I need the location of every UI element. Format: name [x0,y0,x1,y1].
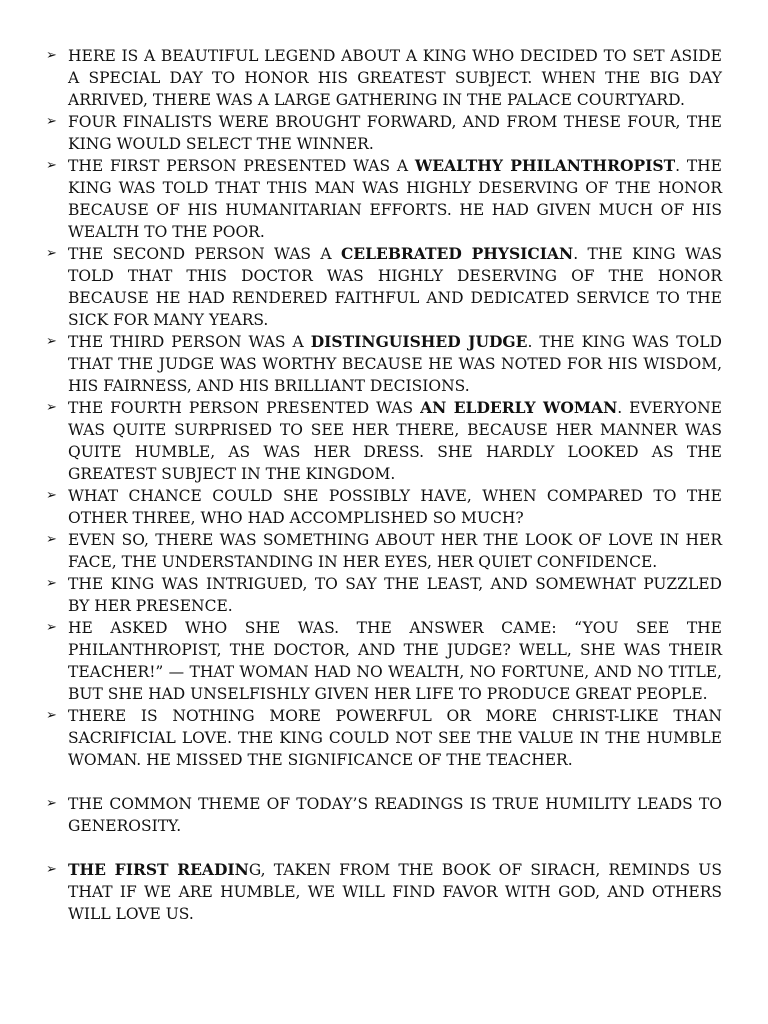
arrowhead-bullet-icon: ➢ [46,576,57,591]
arrowhead-bullet-icon: ➢ [46,334,57,349]
paragraph-text [68,399,722,483]
text-run: . THE KING WAS TOLD THAT THIS DOCTOR WAS HIGHLY DESERVING OF THE HONOR BECAUSE HE HAD RENDERED FAITHFUL AND DEDICATED SERVICE TO THE SICK FOR MANY YEARS. [68,245,723,329]
document-page [46,45,722,925]
arrowhead-bullet-icon: ➢ [46,796,57,811]
text-run: THE THIRD PERSON WAS A [68,333,311,351]
bold-phrase: THE FIRST READIN [68,860,249,879]
bullet-paragraph [46,45,722,111]
bullet-paragraph [46,397,722,485]
text-run: . EVERYONE WAS QUITE SURPRISED TO SEE HER THERE, BECAUSE HER MANNER WAS QUITE HUMBLE, AS WAS HER DRESS. SHE HARDLY LOOKED AS THE GREATEST SUBJECT IN THE KINGDOM. [68,399,722,483]
text-run: THE FIRST PERSON PRESENTED WAS A [68,157,415,175]
paragraph-text [68,245,722,329]
arrowhead-bullet-icon: ➢ [46,620,57,635]
arrowhead-bullet-icon: ➢ [46,708,57,723]
text-run: WHAT CHANCE COULD SHE POSSIBLY HAVE, WHEN COMPARED TO THE OTHER THREE, WHO HAD ACCOMPLISHED SO MUCH? [68,487,722,527]
arrowhead-bullet-icon: ➢ [46,488,57,503]
paragraph-text [68,707,722,769]
paragraph-text [68,47,722,109]
paragraph-text [68,157,722,241]
bold-phrase: CELEBRATED PHYSICIAN [340,244,574,263]
text-run: THE FOURTH PERSON PRESENTED WAS [68,399,421,417]
paragraph-text [68,619,722,703]
arrowhead-bullet-icon: ➢ [46,532,57,547]
paragraph-text [68,575,722,615]
bold-phrase: AN ELDERLY WOMAN [420,398,618,417]
bullet-paragraph [46,243,722,331]
bullet-paragraph [46,705,722,771]
text-run: HERE IS A BEAUTIFUL LEGEND ABOUT A KING WHO DECIDED TO SET ASIDE A SPECIAL DAY TO HONOR HIS GREATEST SUBJECT. WHEN THE BIG DAY ARRIVED, THERE WAS A LARGE GATHERING IN THE PALACE COURTYARD. [68,47,722,109]
text-run: HE ASKED WHO SHE WAS. THE ANSWER CAME: “YOU SEE THE PHILANTHROPIST, THE DOCTOR, AND THE JUDGE? WELL, SHE WAS THEIR TEACHER!” — THAT WOMAN HAD NO WEALTH, NO FORTUNE, AND NO TITLE, BUT SHE HAD UNSELFISHLY GIVEN HER LIFE TO PRODUCE GREAT PEOPLE. [68,619,722,703]
bold-phrase: WEALTHY PHILANTHROPIST [414,156,676,175]
bullet-paragraph [46,331,722,397]
bullet-paragraph [46,859,722,925]
text-run: EVEN SO, THERE WAS SOMETHING ABOUT HER THE LOOK OF LOVE IN HER FACE, THE UNDERSTANDING IN HER EYES, HER QUIET CONFIDENCE. [68,531,722,571]
arrowhead-bullet-icon: ➢ [46,114,57,129]
text-run: THE KING WAS INTRIGUED, TO SAY THE LEAST, AND SOMEWHAT PUZZLED BY HER PRESENCE. [68,575,722,615]
text-run: G, TAKEN FROM THE BOOK OF SIRACH, REMINDS US THAT IF WE ARE HUMBLE, WE WILL FIND FAVOR WITH GOD, AND OTHERS WILL LOVE US. [68,861,722,923]
text-run: . THE KING WAS TOLD THAT THE JUDGE WAS WORTHY BECAUSE HE WAS NOTED FOR HIS WISDOM, HIS FAIRNESS, AND HIS BRILLIANT DECISIONS. [68,333,722,395]
paragraph-text [68,795,722,835]
bullet-paragraph [46,617,722,705]
bullet-paragraph [46,573,722,617]
bullet-paragraph [46,793,722,837]
paragraph-text [68,333,722,395]
text-run: . THE KING WAS TOLD THAT THIS MAN WAS HIGHLY DESERVING OF THE HONOR BECAUSE OF HIS HUMANITARIAN EFFORTS. HE HAD GIVEN MUCH OF HIS WEALTH TO THE POOR. [68,157,722,241]
text-run: THE COMMON THEME OF TODAY’S READINGS IS TRUE HUMILITY LEADS TO GENEROSITY. [68,795,722,835]
arrowhead-bullet-icon: ➢ [46,862,57,877]
text-run: FOUR FINALISTS WERE BROUGHT FORWARD, AND FROM THESE FOUR, THE KING WOULD SELECT THE WINNER. [68,113,722,153]
bullet-paragraph [46,111,722,155]
arrowhead-bullet-icon: ➢ [46,158,57,173]
paragraph-text [68,861,722,923]
arrowhead-bullet-icon: ➢ [46,246,57,261]
bullet-list [46,45,722,925]
paragraph-text [68,113,722,153]
paragraph-text [68,487,722,527]
bullet-paragraph [46,155,722,243]
bullet-paragraph [46,529,722,573]
text-run: THERE IS NOTHING MORE POWERFUL OR MORE CHRIST-LIKE THAN SACRIFICIAL LOVE. THE KING COULD NOT SEE THE VALUE IN THE HUMBLE WOMAN. HE MISSED THE SIGNIFICANCE OF THE TEACHER. [68,707,722,769]
paragraph-text [68,531,722,571]
text-run: THE SECOND PERSON WAS A [68,245,341,263]
bold-phrase: DISTINGUISHED JUDGE [310,332,528,351]
arrowhead-bullet-icon: ➢ [46,400,57,415]
arrowhead-bullet-icon: ➢ [46,48,57,63]
bullet-paragraph [46,485,722,529]
